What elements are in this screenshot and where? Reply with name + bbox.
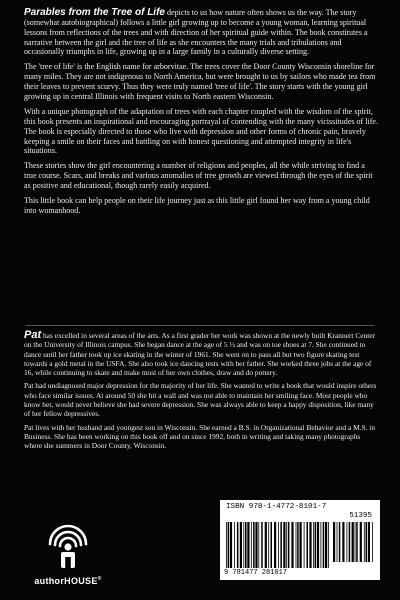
barcode-bar <box>328 522 329 568</box>
barcode-bar <box>261 522 263 568</box>
barcode-bar <box>364 522 365 562</box>
barcode-bar <box>258 522 259 568</box>
barcode-bar <box>255 522 257 568</box>
barcode-bar <box>297 522 299 568</box>
description-paragraph-1-text: depicts to us how nature often shows us the way. The story (somewhat autobiographical) follows a little girl growing up to become a young woman, learning spiritual lessons from reflections of the trees and with direction of her spiritual guide within. The book constitutes a narrative between the girl and the tree of life as she encounters the many trials and tribulations and occasionally triumphs in life, growing up in a large family in a culturally diverse setting. <box>24 8 368 57</box>
barcode-bar <box>247 522 249 568</box>
bio-paragraph-1 <box>24 331 379 377</box>
price-barcode-bars <box>333 522 375 562</box>
barcode-bar <box>352 522 354 562</box>
barcode-bar <box>307 522 309 568</box>
barcode-bar <box>274 522 276 568</box>
isbn-text: ISBN 978-1-4772-8101-7 <box>226 503 327 511</box>
barcode-bar <box>309 522 311 568</box>
barcode-bar <box>240 522 242 568</box>
bio-paragraph-2: Pat had undiagnosed major depression for the majority of her life. She wanted to write a book that would inspire others who face similar issues. At around 50 she hit a wall and was not able to maintain her smiling face. Most people who know her, would never believe she had severe depression. She was always able to keep a happy disposition, like many of her fellow depressives. <box>24 381 377 419</box>
description-paragraph-5: This little book can help people on their life journey just as this little girl found her way from a young child into womanhood. <box>24 196 370 215</box>
author-bio <box>24 331 379 455</box>
barcode-bar <box>245 522 247 568</box>
barcode-bar <box>283 522 285 568</box>
barcode-bar <box>325 522 327 568</box>
barcode-bar <box>333 522 335 562</box>
bio-paragraph-3: Pat lives with her husband and youngest son in Wisconsin. She earned a B.S. in Organizational Behavior and a M.S. in Business. She has been working on this book off and on since 1992, both in writing and taking many photographs where she summers in Door County, Wisconsin. <box>24 422 376 451</box>
barcode-bar <box>372 522 373 562</box>
barcode-bar <box>339 522 341 562</box>
author-name: Pat <box>24 329 42 341</box>
barcode-bar <box>313 522 314 568</box>
barcode-bar <box>368 522 370 562</box>
barcode-bar <box>286 522 287 568</box>
barcode-bar <box>366 522 368 562</box>
barcode-bar <box>291 522 293 568</box>
barcode-bar <box>288 522 290 568</box>
section-divider <box>26 325 374 326</box>
ean-barcode-bars <box>226 522 330 568</box>
book-title: Parables from the Tree of Life <box>24 7 165 18</box>
barcode-bar <box>355 522 356 562</box>
barcode-bar <box>317 522 319 568</box>
barcode-bar <box>278 522 279 568</box>
barcode-digits: 9 781477 281017 <box>224 569 288 577</box>
barcode-bar <box>237 522 239 568</box>
barcode-bar <box>268 522 269 568</box>
barcode-bar <box>323 522 325 568</box>
barcode-bar <box>342 522 344 562</box>
barcode-bar <box>265 522 267 568</box>
barcode-bar <box>296 522 297 568</box>
price-code: 51395 <box>349 512 372 520</box>
barcode-bar <box>356 522 358 562</box>
description-paragraph-3: With a unique photograph of the adaptation of trees with each chapter coupled with the wisdom of the spirit, this book presents an inspirational and encouraging portrayal of contending with the many vicissitudes of life. The book is especially directed to those who live with depression and other forms of chronic pain, bravely keeping a smile on their faces and battling on with honest questioning and attempted integrity in life's situations. <box>24 106 378 156</box>
description-paragraph-2: The 'tree of life' is the English name for arborvitae. The trees cover the Door County Wisconsin shoreline for many miles. They are not indigenous to North America, but were brought to us by sailors who made tea from their leaves to prevent scurvy. Thus they were truly named 'tree of life'. The story starts with the young girl growing up in central Illinois with frequent visits to North eastern Wisconsin. <box>24 62 376 101</box>
barcode-bar <box>347 522 348 562</box>
description-paragraph-1 <box>24 8 379 57</box>
barcode-bar <box>337 522 338 562</box>
barcode-bar <box>271 522 273 568</box>
barcode-bar <box>228 522 230 568</box>
description-paragraph-4: These stories show the girl encountering a number of religions and peoples, all the while striving to find a true course. Scars, and breaks and various anomalies of tree growth are viewed through the eyes of the spirit as positive and educational, though rarely easily acquired. <box>24 161 373 191</box>
barcode-bar <box>280 522 282 568</box>
publisher-house-icon <box>44 514 92 574</box>
barcode-bar <box>234 522 235 568</box>
barcode-bar <box>349 522 351 562</box>
barcode-bar <box>251 522 252 568</box>
book-description <box>24 8 379 221</box>
bio-paragraph-1-text: has excelled in several areas of the arts. As a first grader her work was shown at the newly built Krannert Center on the University of Illinois campus. She began dance at the age of 5 ½ and was on toe shoes at 7. She continued to dance until her father took up ice skating in the winter of 1961. She went on to pass all but two figure skating test towards a gold metal in the USFA. She also took ice dancing tests with her father. She worked three jobs at the age of 16, while continuing to skate and make most of her own clothes, draw and do pottery. <box>24 331 376 378</box>
barcode-bar <box>253 522 255 568</box>
barcode-bar <box>315 522 317 568</box>
isbn-barcode <box>220 500 380 580</box>
barcode-bar <box>304 522 305 568</box>
publisher-logo <box>18 514 118 594</box>
barcode-bar <box>300 522 302 568</box>
barcode-bar <box>360 522 362 562</box>
barcode-bar <box>321 522 322 568</box>
barcode-bar <box>243 522 244 568</box>
publisher-name: authorHOUSE® <box>34 576 102 586</box>
barcode-bar <box>226 522 227 568</box>
barcode-bar <box>230 522 232 568</box>
